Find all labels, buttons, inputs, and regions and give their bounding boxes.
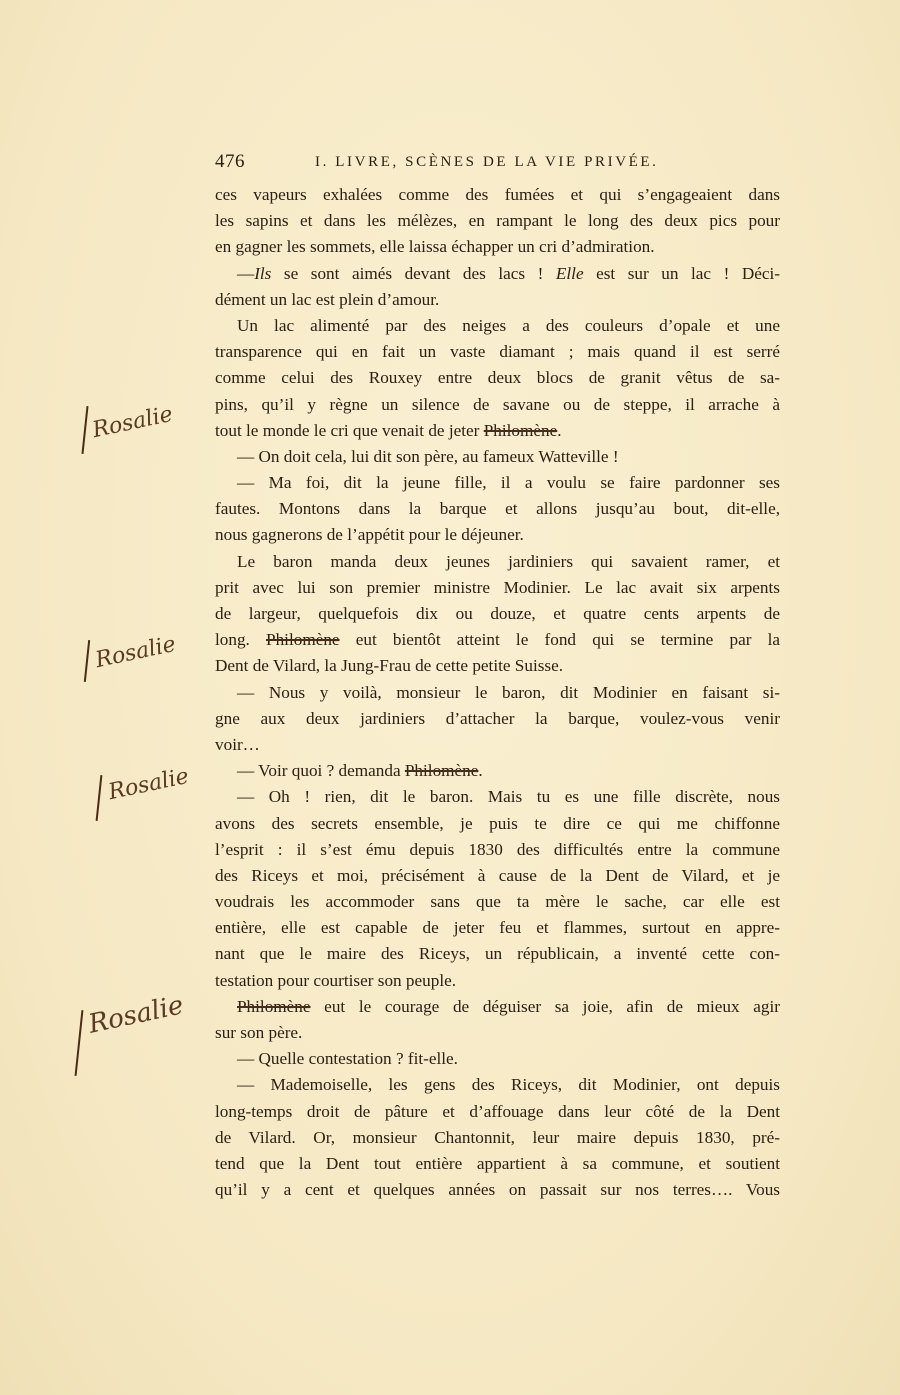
text-line: transparence qui en fait un vaste diamant ; mais quand il est serré — [215, 342, 780, 362]
text-line: long-temps droit de pâture et d’affouage dans leur côté de la Dent — [215, 1101, 780, 1121]
body-text — [215, 182, 780, 1203]
running-head: I. LIVRE, SCÈNES DE LA VIE PRIVÉE. — [315, 154, 659, 170]
text-line: prit avec lui son premier ministre Modinier. Le lac avait six arpents — [215, 577, 780, 597]
struck-name: Philomène — [483, 420, 558, 440]
text-line: long. Philomène eut bientôt atteint le fond qui se termine par la — [215, 630, 780, 650]
struck-name: Philomène — [404, 761, 479, 781]
text-line: nous gagnerons de l’appétit pour le déjeuner. — [215, 525, 524, 545]
page-number: 476 — [215, 151, 245, 172]
text-line: — Nous y voilà, monsieur le baron, dit Modinier en faisant si- — [237, 682, 780, 702]
margin-note-rosalie: Rosalie — [93, 631, 179, 674]
text-line: Le baron manda deux jeunes jardiniers qui savaient ramer, et — [237, 551, 780, 571]
text-line: Un lac alimenté par des neiges a des couleurs d’opale et une — [237, 315, 780, 335]
text-line: Dent de Vilard, la Jung-Frau de cette petite Suisse. — [215, 656, 564, 676]
text-line: — Voir quoi ? demanda Philomène. — [237, 761, 483, 781]
struck-name: Philomène — [266, 630, 340, 650]
text-line: qu’il y a cent et quelques années on passait sur nos terres…. Vous — [215, 1180, 780, 1200]
text-line: entière, elle est capable de jeter feu et flammes, surtout en appre- — [215, 918, 780, 938]
text-line: de Vilard. Or, monsieur Chantonnit, leur maire depuis 1830, pré- — [215, 1127, 780, 1147]
text-line: — Oh ! rien, dit le baron. Mais tu es une fille discrète, nous — [237, 787, 780, 807]
text-line: — Mademoiselle, les gens des Riceys, dit Modinier, ont depuis — [237, 1075, 780, 1095]
text-line: tend que la Dent tout entière appartient à sa commune, et soutient — [215, 1153, 780, 1173]
text-line: fautes. Montons dans la barque et allons jusqu’au bout, dit-elle, — [215, 499, 780, 519]
struck-name: Philomène — [237, 996, 311, 1016]
text-line: tout le monde le cri que venait de jeter Philomène. — [215, 420, 562, 440]
text-line: des Riceys et moi, précisément à cause de la Dent de Vilard, et je — [215, 865, 780, 885]
text-line: voir… — [215, 734, 260, 754]
text-line: les sapins et dans les mélèzes, en rampant le long des deux pics pour — [215, 211, 780, 231]
text-line: testation pour courtiser son peuple. — [215, 970, 457, 990]
text-line: avons des secrets ensemble, je puis te dire ce qui me chiffonne — [215, 813, 780, 833]
text-line: ces vapeurs exhalées comme des fumées et qui s’engageaient dans — [215, 185, 780, 204]
text-line: en gagner les sommets, elle laissa échapper un cri d’admiration. — [215, 237, 655, 257]
text-line: Philomène eut le courage de déguiser sa joie, afin de mieux agir — [237, 996, 780, 1016]
margin-note-rosalie: Rosalie — [90, 401, 176, 444]
text-line: gne aux deux jardiniers d’attacher la barque, voulez-vous venir — [215, 708, 780, 728]
margin-note-rosalie: Rosalie — [85, 990, 187, 1040]
text-line: voudrais les accommoder sans que ta mère le sache, car elle est — [215, 892, 780, 912]
text-line: — Quelle contestation ? fit-elle. — [237, 1049, 458, 1069]
text-line: sur son père. — [215, 1023, 303, 1042]
page-header — [215, 151, 780, 175]
text-line: — Ma foi, dit la jeune fille, il a voulu se faire pardonner ses — [237, 473, 780, 493]
text-line: nant que le maire des Riceys, un républicain, a inventé cette con- — [215, 944, 780, 964]
text-line: pins, qu’il y règne un silence de savane ou de steppe, il arrache à — [215, 394, 780, 414]
text-line: comme celui des Rouxey entre deux blocs de granit vêtus de sa- — [215, 368, 780, 388]
margin-note-rosalie: Rosalie — [106, 763, 192, 806]
text-line: —Ils se sont aimés devant des lacs ! Elle est sur un lac ! Déci- — [237, 263, 780, 283]
text-line: — On doit cela, lui dit son père, au fameux Watteville ! — [237, 446, 619, 466]
text-line: dément un lac est plein d’amour. — [215, 289, 440, 309]
text-line: l’esprit : il s’est ému depuis 1830 des difficultés entre la commune — [215, 839, 780, 859]
text-line: de largeur, quelquefois dix ou douze, et quatre cents arpents de — [215, 604, 780, 623]
